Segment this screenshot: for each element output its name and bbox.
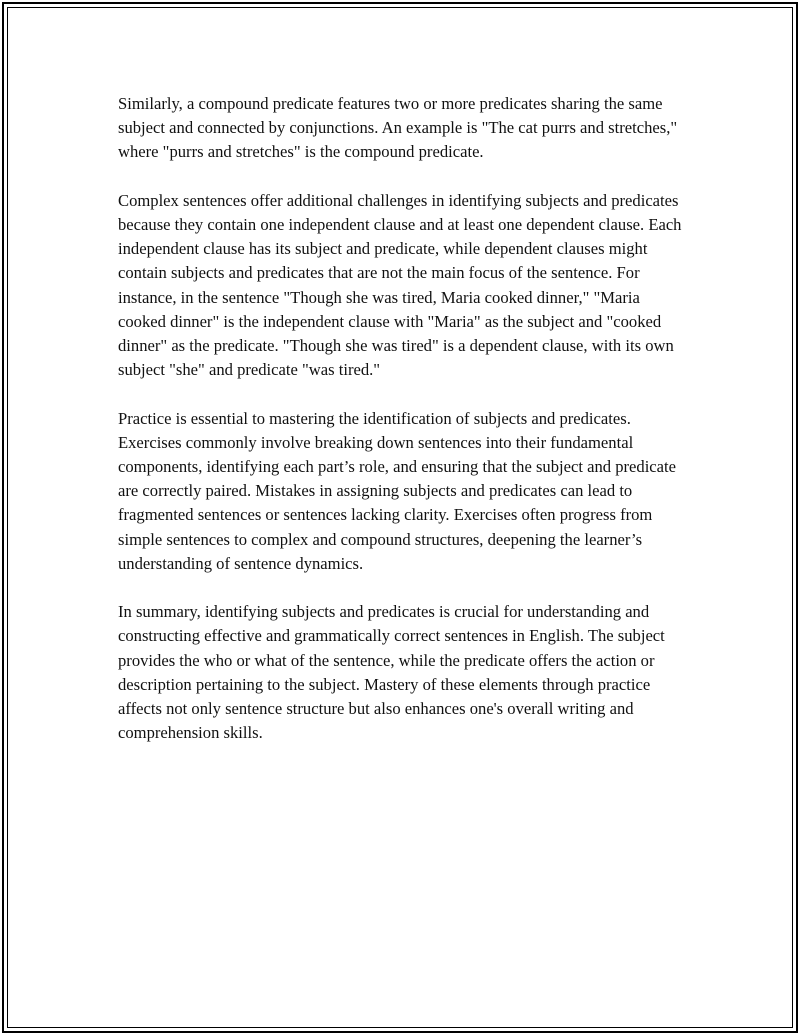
paragraph-summary: In summary, identifying subjects and predicates is crucial for understanding and constructing effective and grammatically correct sentences in English. The subject provides the who or what of the sentence, while the predicate offers the action or description pertaining to the subject. Mastery of these elements through practice affects not only sentence structure but also enhances one's overall writing and comprehension skills. (118, 602, 665, 743)
paragraph-compound-predicate: Similarly, a compound predicate features two or more predicates sharing the same subject and connected by conjunctions. An example is "The cat purrs and stretches," where "purrs and stretches" is the compound predicate. (118, 94, 678, 162)
paragraph-practice: Practice is essential to mastering the identification of subjects and predicates. Exercises commonly involve breaking down sentences into their fundamental components, identifying each part’s role, and ensuring that the subject and predicate are correctly paired. Mistakes in assigning subjects and predicates can lead to fragmented sentences or sentences lacking clarity. Exercises often progress from simple sentences to complex and compound structures, deepening the learner’s understanding of sentence dynamics. (118, 408, 677, 573)
paragraph-complex-sentences: Complex sentences offer additional challenges in identifying subjects and predicates because they contain one independent clause and at least one dependent clause. Each independent clause has its subject and predicate, while dependent clauses might contain subjects and predicates that are not the main focus of the sentence. For instance, in the sentence "Though she was tired, Maria cooked dinner," "Maria cooked dinner" is the independent clause with "Maria" as the subject and "cooked dinner" as the predicate. "Though she was tired" is a dependent clause, with its own subject "she" and predicate "was tired." (118, 190, 682, 380)
document-body (118, 92, 688, 770)
